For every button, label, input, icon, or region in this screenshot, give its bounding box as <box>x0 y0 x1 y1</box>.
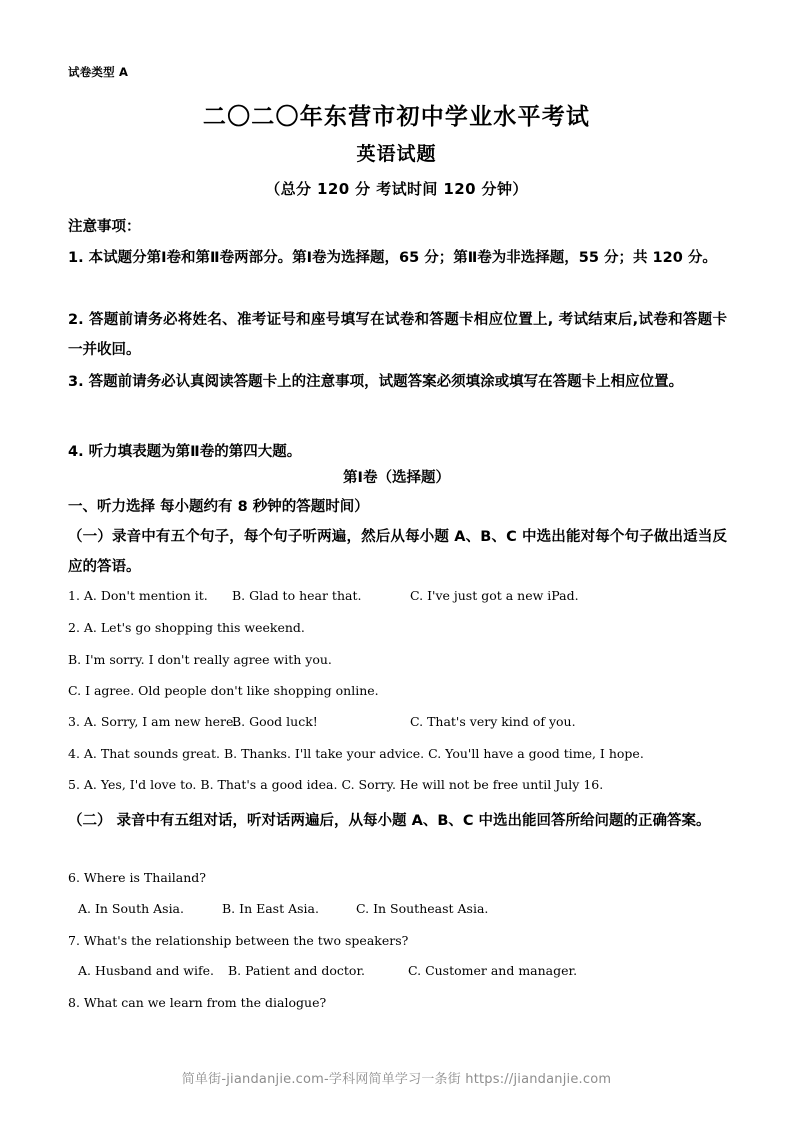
question-3-options <box>68 714 748 732</box>
notice-item-3: 3. 答题前请务必认真阅读答题卡上的注意事项，试题答案必须填涂或填写在答题卡上相应位置。 <box>68 374 684 390</box>
paper-type-label: 试卷类型 A <box>68 65 129 79</box>
question-4-options: 4. A. That sounds great. B. Thanks. I'll take your advice. C. You'll have a good time, I hope. <box>68 746 644 761</box>
question-6-options <box>68 901 748 919</box>
footer-watermark: 简单街-jiandanjie.com-学科网简单学习一条街 https://jiandanjie.com <box>181 1072 612 1087</box>
question-6-option-b: B. In East Asia. <box>222 901 319 916</box>
notice-item-4: 4. 听力填表题为第Ⅱ卷的第四大题。 <box>68 444 302 460</box>
notice-heading: 注意事项： <box>68 219 141 235</box>
question-2-option-a: 2. A. Let's go shopping this weekend. <box>68 620 305 635</box>
page-title: 二〇二〇年东营市初中学业水平考试 <box>202 104 591 130</box>
question-3-option-c: C. That's very kind of you. <box>410 714 576 729</box>
question-7-option-a: A. Husband and wife. <box>78 963 214 978</box>
question-3-option-b: B. Good luck! <box>232 714 318 729</box>
section-one-heading: 一、听力选择 每小题约有 8 秒钟的答题时间） <box>68 499 369 515</box>
question-1-option-c: C. I've just got a new iPad. <box>410 588 579 603</box>
notice-item-1: 1. 本试题分第Ⅰ卷和第Ⅱ卷两部分。第Ⅰ卷为选择题，65 分；第Ⅱ卷为非选择题，55 分；共 120 分。 <box>68 250 717 266</box>
question-7-option-c: C. Customer and manager. <box>408 963 578 978</box>
part-b-heading: （二） 录音中有五组对话，听对话两遍后，从每小题 A、B、C 中选出能回答所给问题的正确答案。 <box>68 813 711 829</box>
question-8-stem: 8. What can we learn from the dialogue? <box>68 995 327 1010</box>
subject-title: 英语试题 <box>356 143 437 165</box>
question-6-option-a: A. In South Asia. <box>78 901 184 916</box>
paper-part-heading: 第Ⅰ卷（选择题） <box>343 470 450 486</box>
part-a-heading: （一）录音中有五个句子，每个句子听两遍，然后从每小题 A、B、C 中选出能对每个句子做出适当反应的答语。 <box>68 529 727 575</box>
question-1-option-b: B. Glad to hear that. <box>232 588 362 603</box>
question-1-option-a: 1. A. Don't mention it. <box>68 588 208 603</box>
question-6-stem: 6. Where is Thailand? <box>68 870 206 885</box>
question-1-options <box>68 588 748 606</box>
question-2-option-b: B. I'm sorry. I don't really agree with you. <box>68 652 332 667</box>
question-6-option-c: C. In Southeast Asia. <box>356 901 489 916</box>
question-7-options <box>68 963 748 981</box>
question-3-option-a: 3. A. Sorry, I am new here. <box>68 714 238 729</box>
question-5-options: 5. A. Yes, I'd love to. B. That's a good idea. C. Sorry. He will not be free until July 16. <box>68 777 604 792</box>
question-7-stem: 7. What's the relationship between the two speakers? <box>68 933 409 948</box>
notice-item-2: 2. 答题前请务必将姓名、准考证号和座号填写在试卷和答题卡相应位置上, 考试结束后,试卷和答题卡一并收回。 <box>68 312 727 358</box>
question-2-option-c: C. I agree. Old people don't like shopping online. <box>68 683 379 698</box>
question-7-option-b: B. Patient and doctor. <box>228 963 366 978</box>
score-time-line: （总分 120 分 考试时间 120 分钟） <box>265 180 528 198</box>
